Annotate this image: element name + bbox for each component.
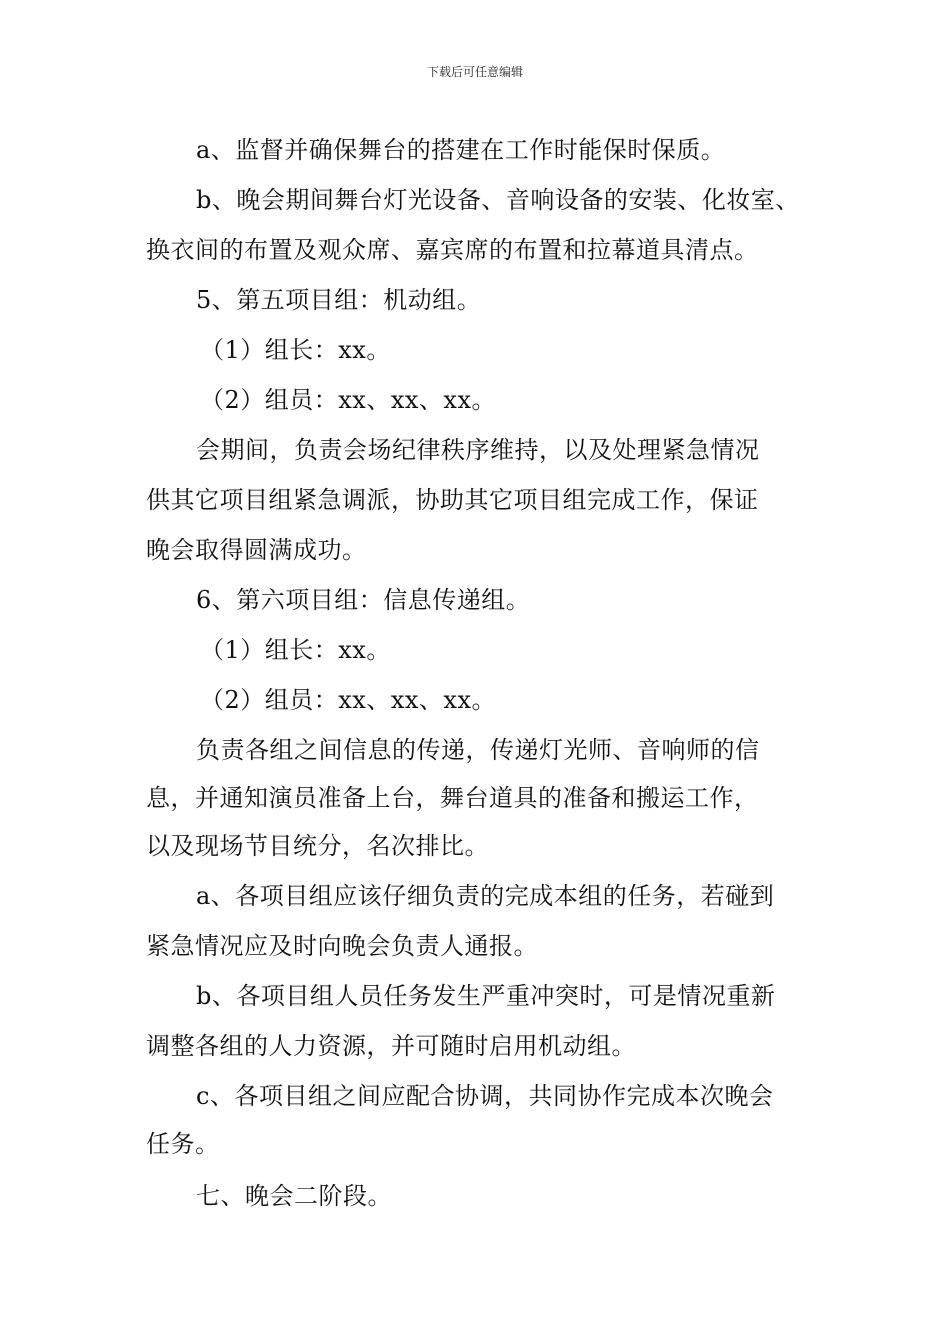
paragraph-line: 负责各组之间信息的传递，传递灯光师、音响师的信	[196, 736, 760, 764]
section-heading: 5、第五项目组：机动组。	[196, 286, 482, 314]
paragraph-line: 紧急情况应及时向晚会负责人通报。	[146, 932, 538, 960]
paragraph-line: 调整各组的人力资源，并可随时启用机动组。	[146, 1032, 636, 1060]
list-item: （2）组员：xx、xx、xx。	[200, 686, 496, 714]
list-item: （1）组长：xx。	[200, 636, 391, 664]
paragraph-line: 以及现场节目统分，名次排比。	[146, 832, 489, 860]
paragraph-line: c、各项目组之间应配合协调，共同协作完成本次晚会	[196, 1082, 774, 1110]
paragraph-line: b、各项目组人员任务发生严重冲突时，可是情况重新	[196, 982, 776, 1010]
list-item: （2）组员：xx、xx、xx。	[200, 386, 496, 414]
paragraph-line: 会期间，负责会场纪律秩序维持，以及处理紧急情况	[196, 436, 760, 464]
paragraph-line: a、各项目组应该仔细负责的完成本组的任务，若碰到	[196, 882, 775, 910]
paragraph-line: 息，并通知演员准备上台，舞台道具的准备和搬运工作，	[146, 784, 759, 812]
paragraph-line: 供其它项目组紧急调派，协助其它项目组完成工作，保证	[146, 486, 759, 514]
paragraph-line: 任务。	[146, 1130, 220, 1158]
paragraph-line: 换衣间的布置及观众席、嘉宾席的布置和拉幕道具清点。	[146, 236, 759, 264]
paragraph-line: a、监督并确保舞台的搭建在工作时能保时保质。	[196, 136, 726, 164]
section-heading: 七、晚会二阶段。	[196, 1182, 392, 1210]
section-heading: 6、第六项目组：信息传递组。	[196, 586, 531, 614]
page-header: 下载后可任意编辑	[426, 65, 523, 79]
list-item: （1）组长：xx。	[200, 336, 391, 364]
paragraph-line: 晚会取得圆满成功。	[146, 536, 367, 564]
paragraph-line: b、晚会期间舞台灯光设备、音响设备的安装、化妆室、	[196, 186, 800, 214]
